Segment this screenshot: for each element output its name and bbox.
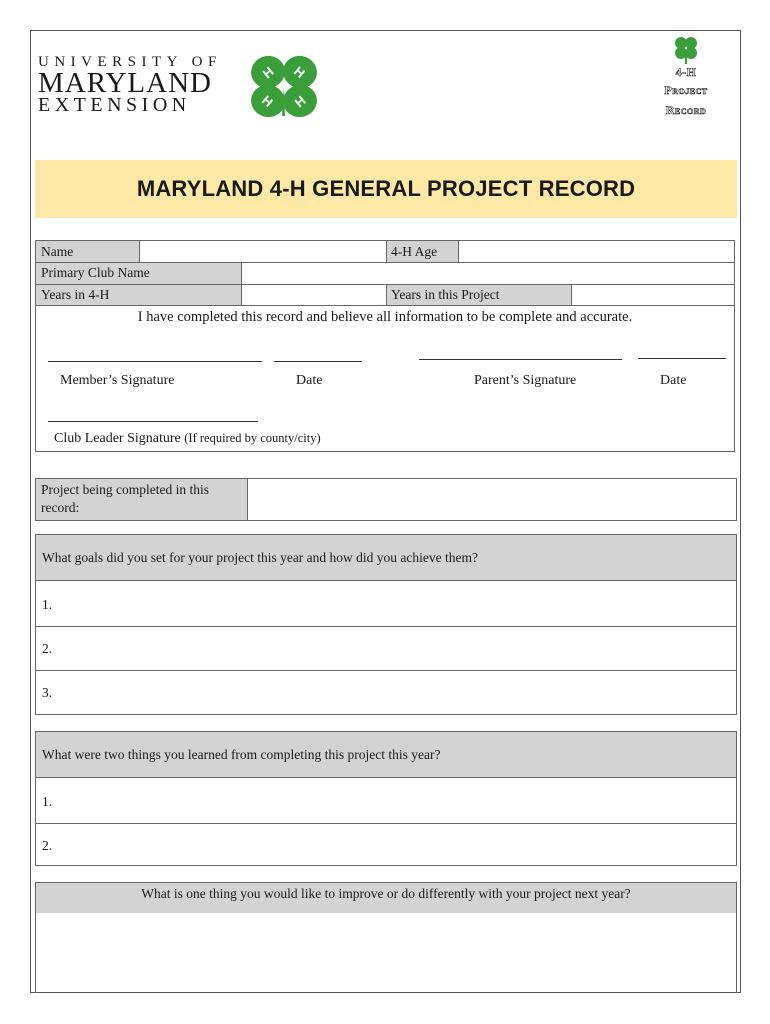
goal-item-3[interactable]: 3. [42,685,53,700]
learned-item-2[interactable]: 2. [42,838,53,853]
svg-text:H: H [259,63,277,82]
parent-date-label: Date [660,373,687,388]
leader-signature-label [54,431,321,447]
years-field[interactable] [241,284,386,305]
svg-text:H: H [259,92,276,110]
learned-item-1[interactable]: 1. [42,794,53,809]
parent-signature-line[interactable] [419,359,622,360]
name-field[interactable] [139,241,386,262]
corner-line-record: Record [665,103,707,117]
info-section [35,240,735,452]
learned-section [35,731,737,866]
age-field[interactable] [458,241,734,262]
goals-section [35,534,737,715]
leader-signature-note: (If required by county/city) [184,431,321,445]
improve-question: What is one thing you would like to improve or do differently with your project next year? [36,883,736,913]
project-section [35,478,737,521]
member-signature-label: Member’s Signature [60,373,175,388]
goals-question: What goals did you set for your project this year and how did you achieve them? [36,535,736,580]
four-h-clover-icon [246,54,324,120]
certification-text: I have completed this record and believe all information to be complete and accurate. [137,309,633,325]
member-date-line[interactable] [274,361,362,362]
improve-field[interactable] [36,913,736,993]
member-date-label: Date [296,373,323,388]
page-title: MARYLAND 4-H GENERAL PROJECT RECORD [136,176,636,201]
logo-university-of: UNIVERSITY OF [38,54,222,70]
learned-question: What were two things you learned from completing this project this year? [36,732,736,777]
logo-extension: EXTENSION [38,94,191,116]
member-signature-line[interactable] [48,361,262,362]
svg-text:H: H [291,92,309,111]
project-field[interactable] [248,479,736,520]
parent-signature-label: Parent’s Signature [474,373,577,388]
svg-text:H: H [291,63,308,81]
improve-section [35,882,737,993]
corner-project-record [645,36,727,120]
club-label: Primary Club Name [36,262,241,284]
small-clover-icon [674,36,698,64]
leader-signature-text: Club Leader Signature [54,431,181,446]
club-field[interactable] [241,262,734,284]
project-label: Project being completed in this record: [36,479,247,520]
logo-maryland: MARYLAND [38,67,212,99]
age-label: 4-H Age [386,241,458,262]
parent-date-line[interactable] [638,358,726,359]
goal-item-2[interactable]: 2. [42,641,53,656]
title-band [35,160,737,218]
years-label: Years in 4-H [36,284,241,305]
leader-signature-line[interactable] [48,421,258,422]
corner-line-4h: 4-H [675,65,697,79]
project-years-label: Years in this Project [386,284,571,305]
corner-line-project: Project [664,83,708,97]
university-logo [38,54,328,124]
project-years-field[interactable] [571,284,734,305]
goal-item-1[interactable]: 1. [42,597,53,612]
name-label: Name [36,241,139,262]
